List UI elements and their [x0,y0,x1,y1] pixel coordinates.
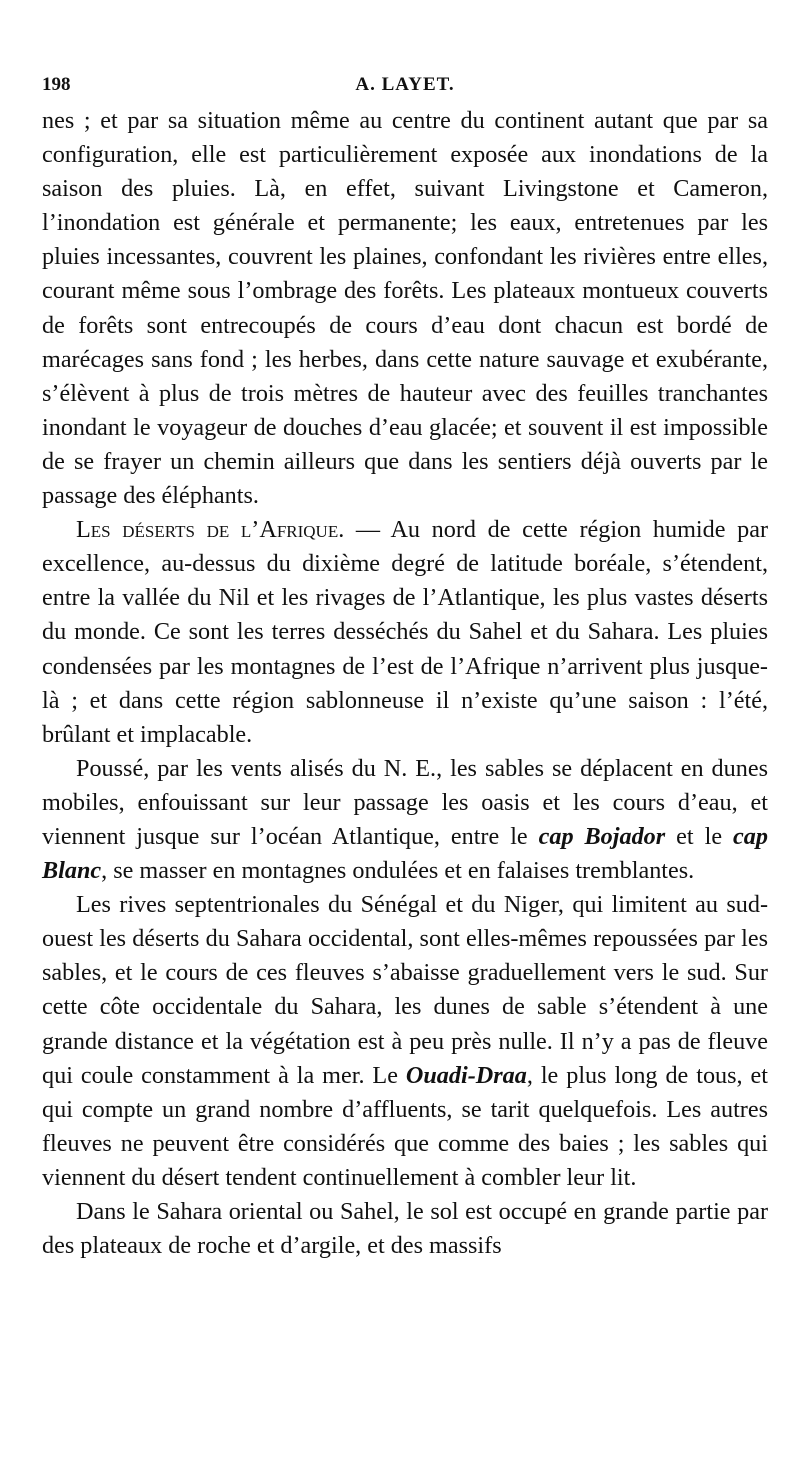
italic-term: cap Blanc [42,822,768,885]
paragraph-text: , se masser en montagnes ondulées et en falaises tremblantes. [101,857,695,885]
paragraph [42,104,768,513]
running-header [42,70,768,104]
paragraph-text: Dans le Sahara oriental ou Sahel, le sol est occupé en grande partie par des plateaux de roche et d’argile, et des massifs [42,1198,768,1260]
body-text [42,104,768,1263]
paragraph [42,1195,768,1263]
paragraph-text: , le plus long de tous, et qui compte un grand nombre d’affluents, se tarit quelquefois. Les autres fleuves ne peuvent être considérés que comme des baies ; les sables qui viennent du désert tendent continuellement à combler leur lit. [42,1061,768,1191]
paragraph [42,513,768,752]
paragraph [42,752,768,888]
italic-term: cap Bojador [538,822,666,850]
page-number: 198 [42,74,71,95]
paragraph-text: Les rives septentrionales du Sénégal et du Niger, qui limitent au sud-ouest les déserts du Sahara occidental, sont elles-mêmes repoussées par les sables, et le cours de ces fleuves s’abaisse graduellement vers le sud. Sur cette côte occidentale du Sahara, les dunes de sable s’étendent à une grande distance et la végétation est à peu près nulle. Il n’y a pas de fleuve qui coule constamment à la mer. Le [42,891,768,1089]
paragraph-text: Poussé, par les vents alisés du N. E., les sables se déplacent en dunes mobiles, enfouissant sur leur passage les oasis et les cours d’eau, et viennent jusque sur l’océan Atlantique, entre le [42,754,768,850]
paragraph-text: et le [665,822,734,850]
paragraph [42,888,768,1195]
section-heading: Les déserts de l’Afrique. [76,516,345,544]
paragraph-text: — Au nord de cette région humide par excellence, au-dessus du dixième degré de latitude boréale, s’étendent, entre la vallée du Nil et les rivages de l’Atlantique, les plus vastes déserts du monde. Ce sont les terres desséchés du Sahel et du Sahara. Les pluies condensées par les montagnes de l’est de l’Afrique n’arrivent plus jusque-là ; et dans cette région sablonneuse il n’existe qu’une saison : l’été, brûlant et implacable. [42,516,769,748]
running-title: A. LAYET. [355,74,455,95]
paragraph-text: nes ; et par sa situation même au centre du continent autant que par sa configuration, elle est particulièrement exposée aux inondations de la saison des pluies. Là, en effet, suivant Livingstone et Cameron, l’inondation est générale et permanente; les eaux, entretenues par les pluies incessantes, couvrent les plaines, confondant les rivières entre elles, courant même sous l’ombrage des forêts. Les plateaux montueux couverts de forêts sont entrecoupés de cours d’eau dont chacun est bordé de marécages sans fond ; les herbes, dans cette nature sauvage et exubérante, s’élèvent à plus de trois mètres de hauteur avec des feuilles tranchantes inondant le voyageur de douches d’eau glacée; et souvent il est impossible de se frayer un chemin ailleurs que dans les sentiers déjà ouverts par le passage des éléphants. [42,107,768,510]
italic-term: Ouadi-Draa [405,1061,527,1089]
document-page [42,70,768,1263]
